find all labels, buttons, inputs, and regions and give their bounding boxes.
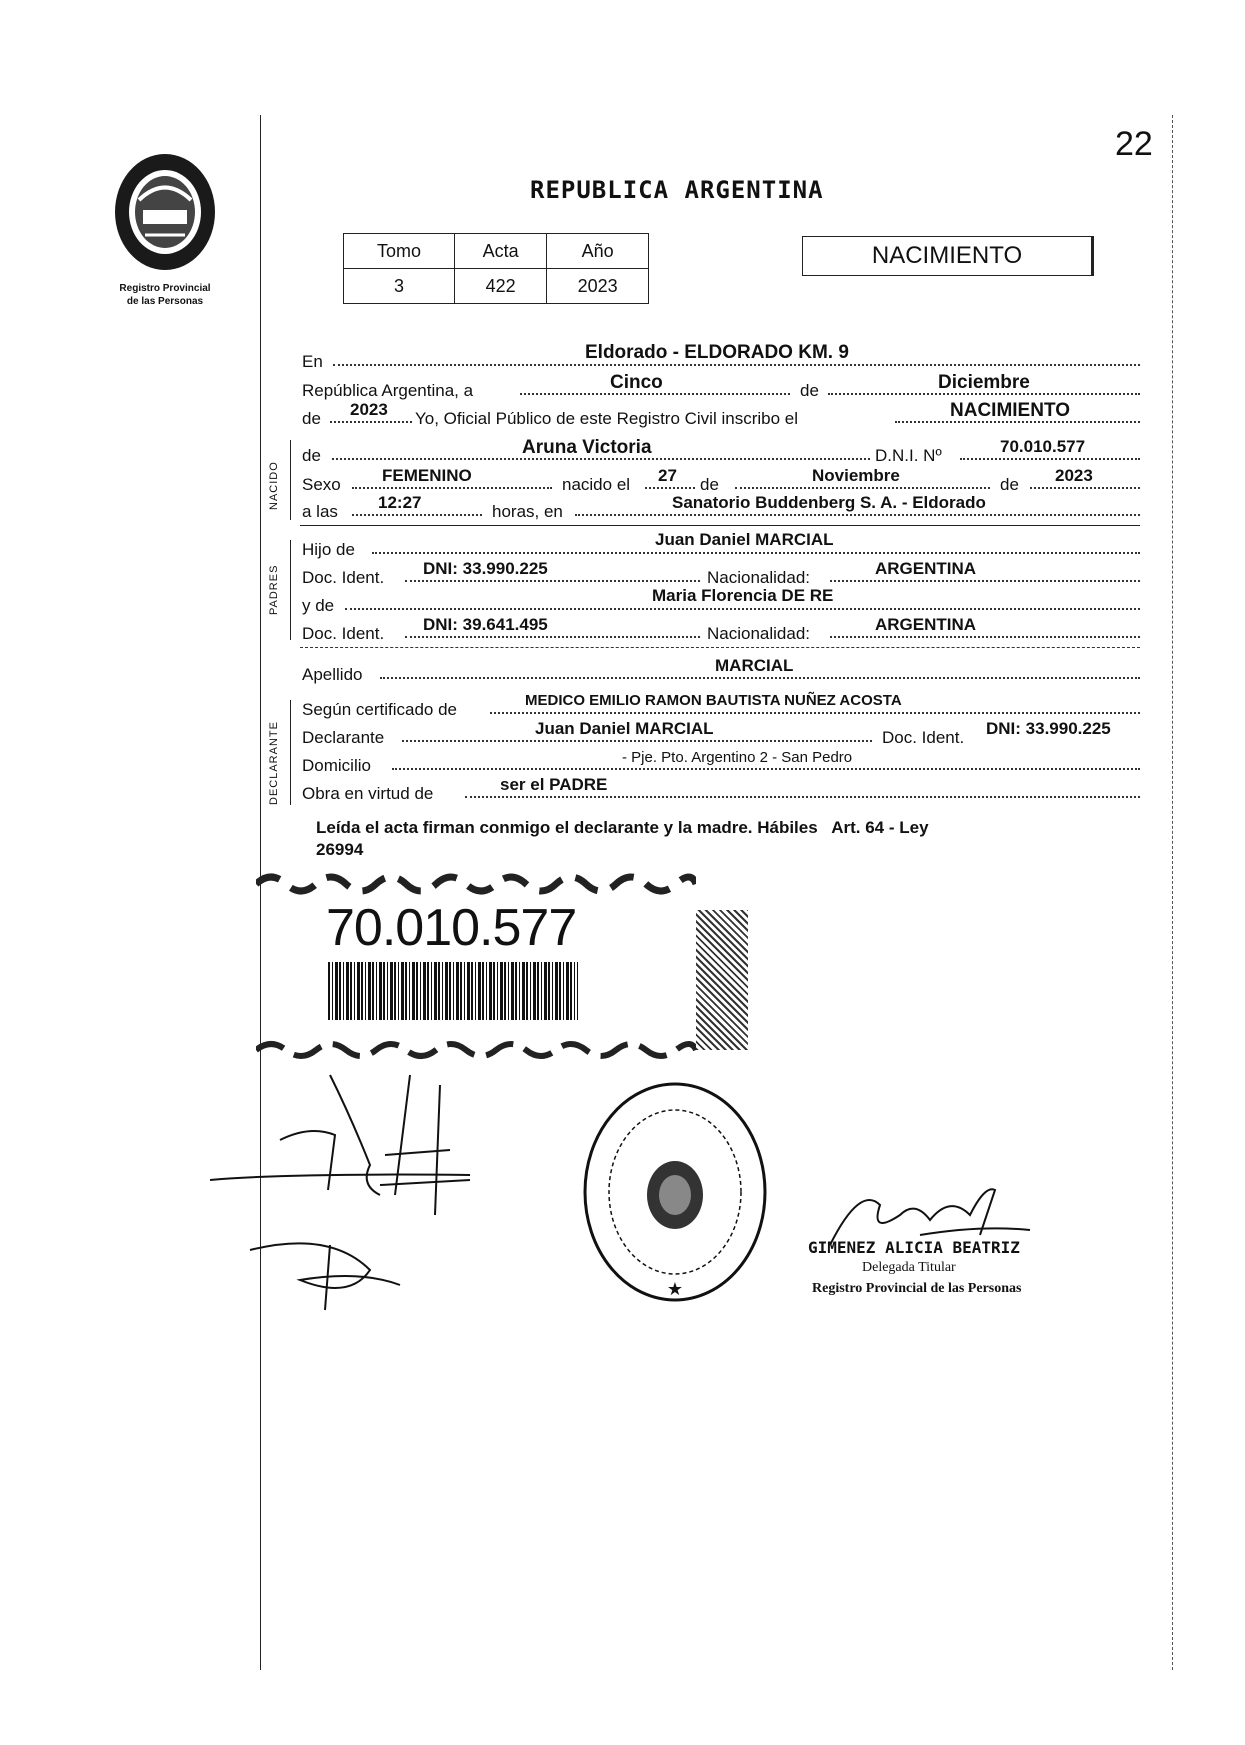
year-value: 2023: [350, 400, 388, 419]
birth-day-dots: [645, 487, 695, 489]
sexo-dots: [352, 487, 552, 489]
nacido-el-label: nacido el: [562, 475, 631, 494]
month-value: Diciembre: [938, 372, 1030, 393]
domicilio-value: - Pje. Pto. Argentino 2 - San Pedro: [622, 749, 853, 766]
month-de-label: de: [800, 381, 819, 400]
official-name: GIMENEZ ALICIA BEATRIZ: [808, 1238, 1020, 1257]
closing-line2: 26994: [316, 840, 364, 859]
yde-dots: [345, 608, 1140, 610]
doc2-label: Doc. Ident.: [302, 624, 385, 643]
nac1-dots: [830, 580, 1140, 582]
side-label-padres: PADRES: [268, 564, 280, 615]
cert-label: Según certificado de: [302, 700, 457, 719]
padres-bracket: [290, 540, 291, 640]
birth-month: Noviembre: [812, 466, 900, 485]
document-type-box: [802, 236, 1094, 276]
registry-table: [343, 233, 649, 304]
table-value-ano: 2023: [547, 269, 649, 304]
birth-de2-label: de: [1000, 475, 1019, 494]
birth-month-dots: [735, 487, 990, 489]
nombre-value: Aruna Victoria: [522, 437, 652, 458]
table-header-ano: Año: [547, 234, 649, 269]
official-seal: [580, 1080, 770, 1305]
year-de-label: de: [302, 409, 321, 428]
official-role: Delegada Titular: [862, 1260, 956, 1275]
obra-dots: [465, 796, 1140, 798]
seal-icon: [580, 1080, 770, 1305]
declarante-bracket: [290, 700, 291, 805]
declarant-signature: [210, 1055, 500, 1315]
en-label: En: [302, 352, 323, 371]
cert-dots: [490, 712, 1140, 714]
obra-label: Obra en virtud de: [302, 784, 434, 803]
padres-separator: [300, 647, 1140, 648]
day-value: Cinco: [610, 372, 663, 393]
barcode: [328, 962, 578, 1020]
security-pattern-top: [256, 870, 696, 896]
nac1-label: Nacionalidad:: [707, 568, 811, 587]
logo-caption-line1: Registro Provincial: [119, 283, 211, 294]
doc1-value: DNI: 33.990.225: [423, 559, 548, 578]
nac2-dots: [830, 636, 1140, 638]
id-sticker: [256, 870, 756, 1070]
table-value-tomo: 3: [344, 269, 455, 304]
registry-logo: [105, 150, 225, 307]
birth-day: 27: [658, 466, 677, 485]
dni-dots: [960, 458, 1140, 460]
obra-value: ser el PADRE: [500, 775, 608, 794]
hora-label: a las: [302, 502, 338, 521]
side-label-declarante: DECLARANTE: [268, 721, 280, 805]
birth-de-label: de: [700, 475, 719, 494]
apellido-value: MARCIAL: [715, 656, 794, 675]
dni-label: D.N.I. Nº: [875, 446, 942, 465]
doc2-dots: [405, 636, 700, 638]
right-margin-rule: [1172, 115, 1173, 1670]
provincial-emblem-icon: [105, 150, 225, 280]
svg-text:★: ★: [666, 1279, 684, 1299]
nac2-label: Nacionalidad:: [707, 624, 811, 643]
declarante-value: Juan Daniel MARCIAL: [535, 719, 714, 738]
hijo-label: Hijo de: [302, 540, 355, 559]
en-dots: [333, 364, 1140, 366]
table-header-tomo: Tomo: [344, 234, 455, 269]
nacido-bracket: [290, 440, 291, 520]
declarante-label: Declarante: [302, 728, 385, 747]
doc3-label: Doc. Ident.: [882, 728, 965, 747]
hora-dots: [352, 514, 482, 516]
closing-line1: Leída el acta firman conmigo el declarante y la madre. Hábiles Art. 64 - Ley: [316, 818, 929, 837]
birth-year-dots: [1030, 487, 1140, 489]
sticker-number: 70.010.577: [326, 899, 577, 957]
security-hologram: [696, 910, 748, 1050]
en-value: Eldorado - ELDORADO KM. 9: [585, 342, 849, 363]
official-org: Registro Provincial de las Personas: [812, 1281, 1022, 1296]
sexo-label: Sexo: [302, 475, 341, 494]
table-header-acta: Acta: [455, 234, 547, 269]
page-number: 22: [1115, 125, 1153, 163]
domicilio-label: Domicilio: [302, 756, 371, 775]
nac1-value: ARGENTINA: [875, 559, 977, 578]
doc1-dots: [405, 580, 700, 582]
logo-caption-line2: de las Personas: [126, 296, 204, 307]
birth-year: 2023: [1055, 466, 1093, 485]
republica-label: República Argentina, a: [302, 381, 474, 400]
document-type: NACIMIENTO: [871, 242, 1023, 269]
lugar-value: Sanatorio Buddenberg S. A. - Eldorado: [672, 493, 986, 512]
year-dots: [330, 421, 412, 423]
table-value-acta: 422: [455, 269, 547, 304]
hora-value: 12:27: [378, 493, 422, 512]
inscribo-value: NACIMIENTO: [950, 400, 1070, 421]
madre-value: Maria Florencia DE RE: [652, 586, 834, 605]
document-title: REPUBLICA ARGENTINA: [530, 176, 824, 204]
apellido-dots: [380, 677, 1140, 679]
apellido-label: Apellido: [302, 665, 363, 684]
inscribo-label: Yo, Oficial Público de este Registro Civil inscribo el: [415, 409, 798, 428]
padre-value: Juan Daniel MARCIAL: [655, 530, 834, 549]
side-label-nacido: NACIDO: [268, 461, 280, 510]
doc1-label: Doc. Ident.: [302, 568, 385, 587]
nac2-value: ARGENTINA: [875, 615, 977, 634]
yde-label: y de: [302, 596, 335, 615]
nombre-label: de: [302, 446, 321, 465]
dni-value: 70.010.577: [1000, 437, 1086, 456]
declarante-dots: [402, 740, 872, 742]
nacido-separator: [300, 525, 1140, 526]
doc2-value: DNI: 39.641.495: [423, 615, 548, 634]
domicilio-dots: [392, 768, 1140, 770]
horas-label: horas, en: [492, 502, 563, 521]
doc3-value: DNI: 33.990.225: [986, 719, 1111, 738]
cert-value: MEDICO EMILIO RAMON BAUTISTA NUÑEZ ACOSTA: [525, 692, 902, 709]
sexo-value: FEMENINO: [382, 466, 472, 485]
hijo-dots: [372, 552, 1140, 554]
lugar-dots: [575, 514, 1140, 516]
